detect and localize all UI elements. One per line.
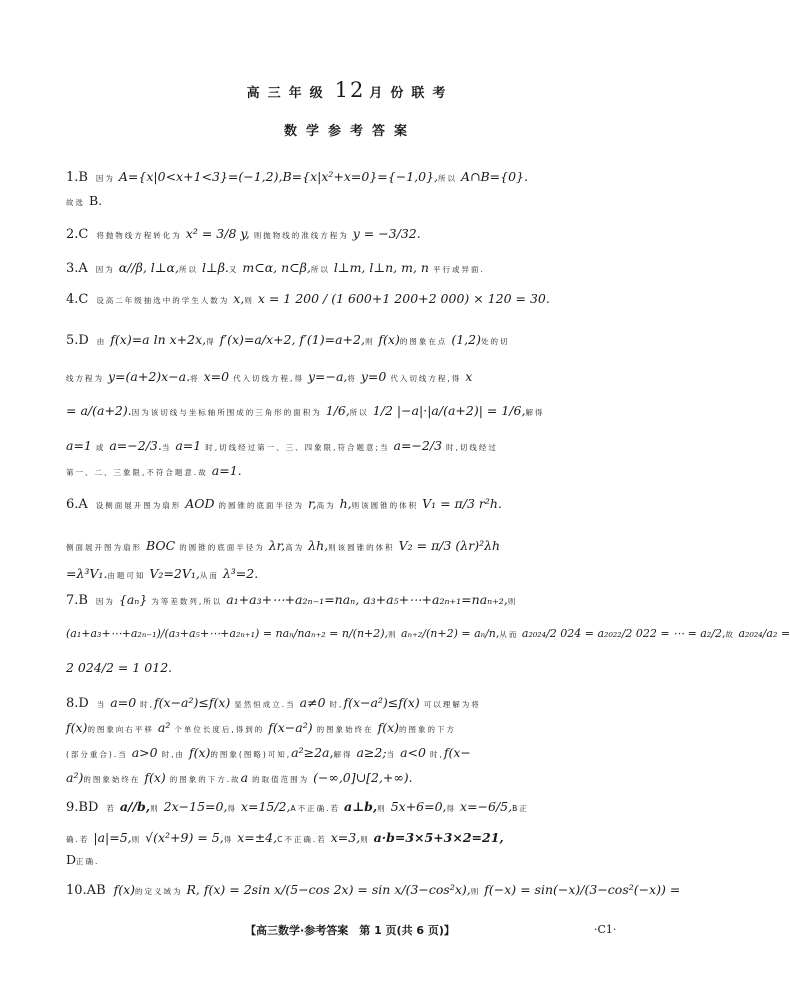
answer-text: 故选 xyxy=(66,198,85,207)
answer-text: (部分重合).当 xyxy=(66,750,128,759)
title-pre: 高三年级 xyxy=(246,86,331,101)
answer-math: BOC xyxy=(145,538,176,553)
answer-6-line-3 xyxy=(66,564,644,586)
answer-text: 解得 xyxy=(525,408,545,417)
page-title xyxy=(0,78,700,102)
answer-math: f(x) xyxy=(113,882,136,897)
answer-math: {aₙ} xyxy=(118,592,148,607)
answer-1-line-2 xyxy=(66,191,644,213)
answer-text: 的图象始终在 xyxy=(316,725,374,734)
answer-math: 2x−15=0, xyxy=(163,799,228,814)
answer-math: a=0 xyxy=(110,695,137,710)
answer-number: 4.C xyxy=(66,292,89,307)
answer-7-line-3 xyxy=(66,658,644,678)
answer-math: x=15/2, xyxy=(240,799,291,814)
answer-math: x=±4, xyxy=(237,830,278,845)
answer-math: f(x) xyxy=(144,770,166,785)
answer-text: A不正确.若 xyxy=(290,804,341,813)
answer-text: 的图象的下方 xyxy=(399,725,457,734)
answer-text: 为等差数列,所以 xyxy=(151,597,223,606)
answer-text: 由题可知 xyxy=(107,571,146,580)
answer-text: 平行或异面. xyxy=(432,265,485,274)
answer-text: 则 xyxy=(364,337,375,346)
answer-text: 正确. xyxy=(76,857,100,866)
answer-8-line-4 xyxy=(66,768,644,790)
answer-math: a=−2/3. xyxy=(109,438,162,453)
answer-math: a⊥b, xyxy=(344,799,378,814)
answer-8-line-3 xyxy=(66,743,644,765)
answer-text: 时, xyxy=(329,700,344,709)
answer-math: a₂₀₂₄/a₂ = xyxy=(738,627,790,640)
answer-7-line-1 xyxy=(66,590,644,612)
answer-math: f(x− xyxy=(443,745,471,760)
answer-math: f(−x) = sin(−x)/(3−cos²(−x)) = xyxy=(484,882,681,897)
answer-text: 代入切线方程,得 xyxy=(390,374,462,383)
answer-math: 1/6, xyxy=(325,403,350,418)
answer-math: x² = 3/8 y, xyxy=(185,226,250,241)
answer-math: |a|=5, xyxy=(93,830,132,845)
answer-text: 则 xyxy=(244,296,254,305)
answer-text: 将抛物线方程转化为 xyxy=(96,231,182,240)
title-month: 12 xyxy=(334,78,366,102)
answer-math: x, xyxy=(233,291,245,306)
answer-math: f′(x)=a/x+2, f′(1)=a+2, xyxy=(219,332,365,347)
answer-text: 时, xyxy=(140,700,155,709)
answer-math: y=(a+2)x−a. xyxy=(107,369,191,384)
answer-text: 高为 xyxy=(285,543,305,552)
answer-math: a² xyxy=(157,720,171,735)
answer-math: a₁+a₃+⋯+a₂ₙ₋₁=naₙ, a₃+a₅+⋯+a₂ₙ₊₁=naₙ₊₂, xyxy=(226,592,508,607)
answer-text: C不正确.若 xyxy=(277,835,327,844)
answer-math: f(x) xyxy=(66,720,88,735)
answer-text: 显然恒成立.当 xyxy=(234,700,296,709)
answer-text: 从而 xyxy=(199,571,219,580)
answer-text: 则 xyxy=(360,835,370,844)
answer-text: 设高二年级抽选中的学生人数为 xyxy=(96,296,230,305)
answer-text: 则 xyxy=(150,804,160,813)
answer-text: 将 xyxy=(190,374,200,383)
page-code: ·C1· xyxy=(594,923,617,936)
answer-number: 9.BD xyxy=(66,800,99,815)
answer-math: λ³=2. xyxy=(222,566,259,581)
answer-math: y=0 xyxy=(360,369,387,384)
answer-text: 则 xyxy=(470,887,481,896)
answer-text: 确.若 xyxy=(66,835,90,844)
answer-math: λh, xyxy=(308,538,329,553)
answer-math: f(x) xyxy=(378,332,400,347)
answer-math: a²) xyxy=(66,770,84,785)
answer-text: 因为 xyxy=(95,597,115,606)
answer-text: 的图象在点 xyxy=(399,337,448,346)
answer-text: 设侧面展开图为扇形 xyxy=(95,501,182,510)
answer-math: α//β, l⊥α, xyxy=(118,260,179,275)
answer-math: f(x−a²) xyxy=(268,720,313,735)
title-post: 月份联考 xyxy=(369,86,454,101)
answer-text: 的图象的下方.故 xyxy=(169,775,241,784)
answer-math: f(x−a²)≤f(x) xyxy=(343,695,420,710)
answer-text: 则 xyxy=(507,597,518,606)
answer-math: 2 024/2 = 1 012. xyxy=(66,660,173,675)
answer-7-line-2 xyxy=(66,624,790,645)
answer-number: 8.D xyxy=(66,696,89,711)
answer-text: 将 xyxy=(347,374,357,383)
answer-number: 3.A xyxy=(66,261,88,276)
answer-5-line-3 xyxy=(66,401,644,423)
answer-math: (−∞,0]∪[2,+∞). xyxy=(313,770,413,785)
answer-text: 侧面展开图为扇形 xyxy=(66,543,142,552)
answer-text: 解得 xyxy=(333,750,353,759)
answer-math: a·b=3×5+3×2=21, xyxy=(373,830,504,845)
answer-math: a//b, xyxy=(119,799,151,814)
answer-text: 由 xyxy=(96,337,107,346)
answer-math: A={x|0<x+1<3}=(−1,2),B={x|x²+x=0}={−1,0}, xyxy=(118,169,438,184)
answer-text: 的图象始终在 xyxy=(83,775,141,784)
answer-math: l⊥m, l⊥n, m, n xyxy=(333,260,429,275)
answer-text: 时,切线经过第一、三、四象限,符合题意;当 xyxy=(205,443,390,452)
answer-number: 1.B xyxy=(66,170,88,185)
answer-text: 则该圆锥的体积 xyxy=(328,543,395,552)
answer-text: 可以理解为将 xyxy=(423,700,481,709)
answer-text: 得 xyxy=(223,835,234,844)
answer-math: a≠0 xyxy=(299,695,326,710)
answer-math: m⊂α, n⊂β, xyxy=(242,260,311,275)
answer-math: a≥2; xyxy=(356,745,387,760)
answer-math: V₁ = π/3 r²h. xyxy=(422,496,502,511)
answer-5-line-1 xyxy=(66,330,644,352)
answer-text: 线方程为 xyxy=(66,374,104,383)
answer-5-line-5 xyxy=(66,461,644,483)
answer-math: a=1. xyxy=(211,463,242,478)
answer-text: 的定义域为 xyxy=(135,887,183,896)
answer-math: a₂₀₂₄/2 024 = a₂₀₂₂/2 022 = ⋯ = a₂/2, xyxy=(521,627,726,640)
answer-text: 个单位长度后,得到的 xyxy=(174,725,265,734)
answer-9-line-3 xyxy=(66,850,644,872)
answer-text: 因为该切线与坐标轴所围成的三角形的面积为 xyxy=(131,408,322,417)
answer-text: 的图象向右平移 xyxy=(87,725,154,734)
answer-math: 5x+6=0, xyxy=(390,799,447,814)
answer-text: 的图象(图略)可知, xyxy=(210,750,292,759)
answer-math: x = 1 200 / (1 600+1 200+2 000) × 120 = 30. xyxy=(257,291,550,306)
answer-text: 当 xyxy=(161,443,172,452)
answer-math: a>0 xyxy=(131,745,158,760)
answer-math: (a₁+a₃+⋯+a₂ₙ₋₁)/(a₃+a₅+⋯+a₂ₙ₊₁) = naₙ/naₙ₊₂ = n/(n+2), xyxy=(66,627,389,640)
answer-5-line-2 xyxy=(66,367,644,389)
answer-text: 故 xyxy=(725,630,735,639)
answer-math: a xyxy=(240,770,249,785)
answer-number: 6.A xyxy=(66,497,88,512)
answer-text: 第一、二、三象限,不符合题意.故 xyxy=(66,468,208,477)
answer-math: x=0 xyxy=(203,369,230,384)
answer-math: AOD xyxy=(185,496,215,511)
answer-text: 则该圆锥的体积 xyxy=(351,501,419,510)
answer-text: 则 xyxy=(131,835,142,844)
answer-math: a<0 xyxy=(400,745,426,760)
answer-text: 时, xyxy=(429,750,444,759)
answer-math: λr, xyxy=(268,538,286,553)
answer-math: x xyxy=(465,369,473,384)
answer-math: 1/2 |−a|·|a/(a+2)| = 1/6, xyxy=(372,403,526,418)
answer-math: h, xyxy=(339,496,352,511)
answer-text: 因为 xyxy=(95,174,115,183)
answer-text: 高为 xyxy=(316,501,336,510)
answer-math: f(x)=a ln x+2x, xyxy=(110,332,207,347)
answer-math: x=−6/5, xyxy=(460,799,513,814)
answer-4-line-1 xyxy=(66,289,644,311)
answer-math: aₙ₊₂/(n+2) = aₙ/n, xyxy=(401,627,500,640)
answer-text: 所以 xyxy=(178,265,198,274)
answer-math: l⊥β. xyxy=(201,260,229,275)
answer-8-line-1 xyxy=(66,693,644,715)
answer-text: 所以 xyxy=(349,408,369,417)
answer-text: 则抛物线的准线方程为 xyxy=(253,231,349,240)
answer-number: 7.B xyxy=(66,593,88,608)
answer-1-line-1 xyxy=(66,167,644,189)
answer-6-line-2 xyxy=(66,536,644,558)
answer-text: 所以 xyxy=(310,265,330,274)
answer-math: x=3, xyxy=(330,830,361,845)
answer-text: 代入切线方程,得 xyxy=(233,374,304,383)
answer-math: f(x−a²)≤f(x) xyxy=(154,695,231,710)
answer-math: y = −3/32. xyxy=(352,226,421,241)
answer-math: R, f(x) = 2sin x/(5−cos 2x) = sin x/(3−cos²x), xyxy=(186,882,471,897)
answer-math: r, xyxy=(308,496,317,511)
answer-math: =λ³V₁. xyxy=(66,566,108,581)
answer-text: 又 xyxy=(228,265,239,274)
answer-text: 时,由 xyxy=(161,750,185,759)
answer-8-line-2 xyxy=(66,718,644,740)
answer-number: 5.D xyxy=(66,333,89,348)
answer-text: 处的切 xyxy=(480,337,510,346)
answer-text: 则 xyxy=(377,804,387,813)
answer-9-line-2 xyxy=(66,828,644,850)
answer-math: f(x) xyxy=(377,720,400,735)
answer-math: V₂ = π/3 (λr)²λh xyxy=(398,538,501,553)
answer-text: 当 xyxy=(386,750,397,759)
answer-math: A∩B={0}. xyxy=(460,169,528,184)
page-subtitle: 数学参考答案 xyxy=(283,124,416,139)
page-footer: 【高三数学·参考答案 第 1 页(共 6 页)】 xyxy=(245,924,455,937)
answer-5-line-4 xyxy=(66,436,644,458)
answer-math: a=1 xyxy=(175,438,202,453)
answer-text: 或 xyxy=(95,443,106,452)
answer-9-line-1 xyxy=(66,797,644,819)
answer-math: f(x) xyxy=(188,745,211,760)
answer-text: 得 xyxy=(206,337,216,346)
answer-math: = a/(a+2). xyxy=(66,403,132,418)
answer-10-line-1 xyxy=(66,880,681,902)
answer-math: √(x²+9) = 5, xyxy=(145,830,224,845)
answer-math: D xyxy=(66,852,77,867)
answer-math: a²≥2a, xyxy=(291,745,334,760)
answer-math: (1,2) xyxy=(451,332,481,347)
answer-math: a=1 xyxy=(66,438,92,453)
answer-number: 2.C xyxy=(66,227,89,242)
answer-number: 10.AB xyxy=(66,883,106,898)
answer-2-line-1 xyxy=(66,224,644,246)
answer-3-line-1 xyxy=(66,258,644,280)
answer-text: 的圆锥的底面半径为 xyxy=(179,543,265,552)
answer-text: 时,切线经过 xyxy=(446,443,498,452)
answer-text: 的取值范围为 xyxy=(252,775,310,784)
answer-math: y=−a, xyxy=(307,369,348,384)
answer-text: 得 xyxy=(227,804,237,813)
answer-text: 若 xyxy=(106,804,116,813)
answer-text: 则 xyxy=(388,630,398,639)
answer-text: 的圆锥的底面半径为 xyxy=(218,501,305,510)
answer-text: 当 xyxy=(96,700,107,709)
answer-text: 所以 xyxy=(438,174,457,183)
answer-text: B正 xyxy=(512,804,529,813)
answer-text: 得 xyxy=(446,804,457,813)
answer-text: 从而 xyxy=(499,630,519,639)
answer-math: a=−2/3 xyxy=(393,438,443,453)
answer-6-line-1 xyxy=(66,494,644,516)
answer-math: B. xyxy=(88,193,103,208)
answer-text: 因为 xyxy=(95,265,115,274)
answer-math: V₂=2V₁, xyxy=(149,566,200,581)
